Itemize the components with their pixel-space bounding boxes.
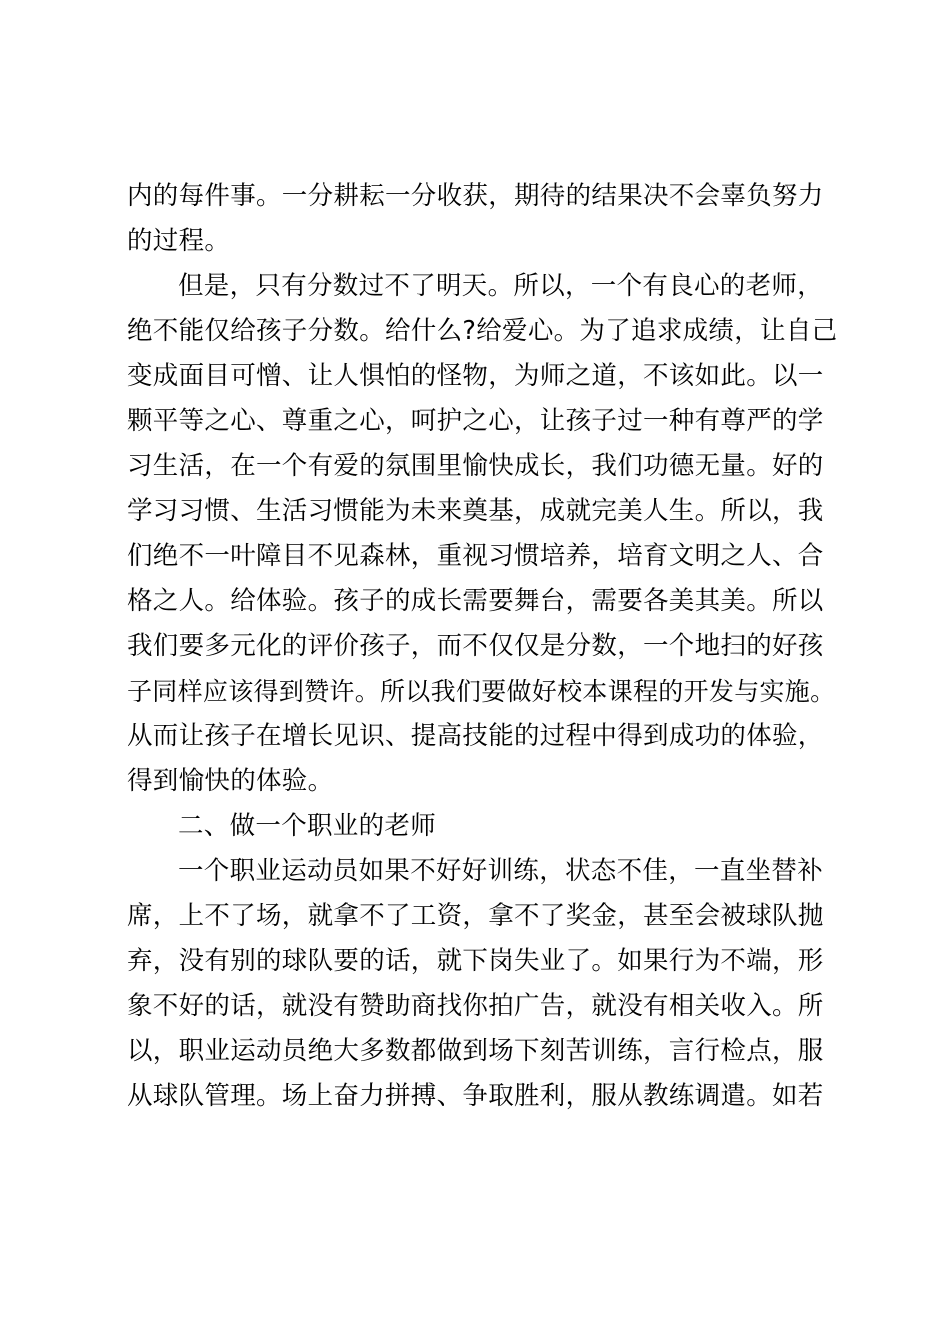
text-line: 们绝不一叶障目不见森林，重视习惯培养，培育文明之人、合 <box>127 541 824 571</box>
text-line: 席，上不了场，就拿不了工资，拿不了奖金，甚至会被球队抛 <box>127 901 824 931</box>
body-text <box>127 174 842 1119</box>
text-line: 变成面目可憎、让人惧怕的怪物，为师之道，不该如此。以一 <box>127 361 824 391</box>
text-line: 我们要多元化的评价孩子，而不仅仅是分数，一个地扫的好孩 <box>127 631 824 661</box>
paragraph-first-line: 但是，只有分数过不了明天。所以，一个有良心的老师， <box>178 271 824 301</box>
text-line: 弃，没有别的球队要的话，就下岗失业了。如果行为不端，形 <box>127 946 824 976</box>
text-line: 以，职业运动员绝大多数都做到场下刻苦训练，言行检点，服 <box>127 1036 824 1066</box>
text-line: 象不好的话，就没有赞助商找你拍广告，就没有相关收入。所 <box>127 991 824 1021</box>
text-line: 学习习惯、生活习惯能为未来奠基，成就完美人生。所以，我 <box>127 496 824 526</box>
text-line: 的过程。 <box>127 226 231 256</box>
text-line: 绝不能仅给孩子分数。给什么?给爱心。为了追求成绩，让自己 <box>127 316 838 346</box>
text-line: 内的每件事。一分耕耘一分收获，期待的结果决不会辜负努力 <box>127 181 824 211</box>
text-line: 从球队管理。场上奋力拼搏、争取胜利，服从教练调遣。如若 <box>127 1081 824 1111</box>
text-line: 习生活，在一个有爱的氛围里愉快成长，我们功德无量。好的 <box>127 451 824 481</box>
text-line: 格之人。给体验。孩子的成长需要舞台，需要各美其美。所以 <box>127 586 824 616</box>
text-line: 颗平等之心、尊重之心，呵护之心，让孩子过一种有尊严的学 <box>127 406 824 436</box>
text-line: 子同样应该得到赞许。所以我们要做好校本课程的开发与实施。 <box>127 677 836 706</box>
section-heading: 二、做一个职业的老师 <box>178 811 437 841</box>
text-line: 得到愉快的体验。 <box>127 766 334 796</box>
paragraph-first-line: 一个职业运动员如果不好好训练，状态不佳，一直坐替补 <box>178 856 824 886</box>
text-line: 从而让孩子在增长见识、提高技能的过程中得到成功的体验， <box>127 721 824 751</box>
